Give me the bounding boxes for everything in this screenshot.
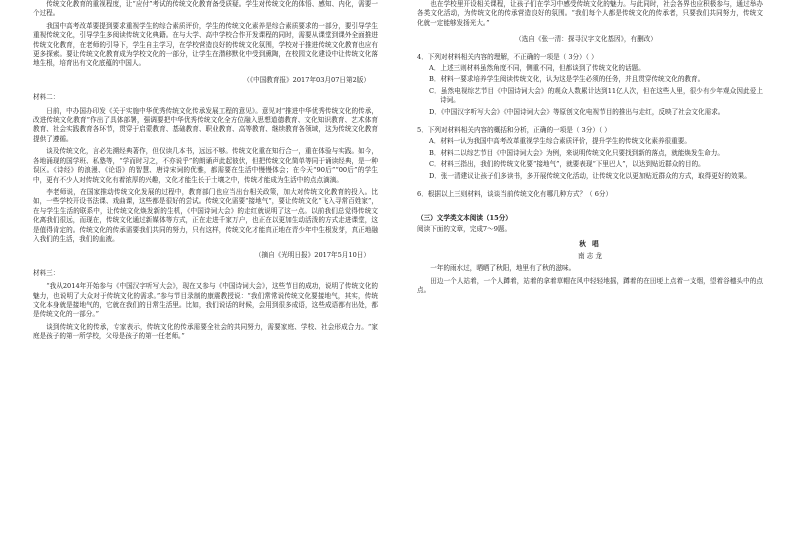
- option-4a: A．上述三则材料虽然角度不同，侧重不同，但都谈到了传统文化的话题。: [429, 64, 645, 73]
- section-heading: （三）文学类文本阅读（15分）: [417, 213, 512, 222]
- material-heading: 材料二：: [33, 93, 60, 102]
- option-5d: D．张一清建议让孩子们多读书，多开展传统文化活动，让传统文化以更加贴近群众的方式，取得更好的效果。: [429, 171, 751, 180]
- material-heading: 材料三：: [33, 268, 60, 277]
- question-5: 5．下列对材料相关内容的概括和分析，正确的一项是（ 3分）（ ）: [417, 126, 611, 135]
- option-4b: B．材料一要求培养学生阅读传统文化，认为这是学生必须的任务，并且贯穿传统文化的教育。: [429, 75, 705, 84]
- left-column: [33, 0, 378, 342]
- paragraph: “我从2014年开始参与《中国汉字听写大会》，现在又参与《中国诗词大会》，这些节目的成功，说明了传统文化的魅力，也说明了大众对于传统文化的需求。”参与节目录制的康震教授说：“我们常常说传统文化要接地气，其实，传统文化本身就是接地气的，它就在我们的日常生活里。比如，我们说话的时候，会用到很多成语，这些成语都有出处，都是传统文化的一部分。”: [33, 282, 378, 319]
- right-column: [417, 0, 763, 295]
- option-5c: C．材料三指出，我们的传统文化要“接地气”，就要表现“下里巴人”，以达到贴近群众的目的。: [429, 160, 705, 169]
- paragraph: 日前，中办国办印发《关于实施中华优秀传统文化传承发展工程的意见》。意见对“推进中华优秀传统文化的传承，改进传统文化教育”作出了具体部署，强调要把中华优秀传统文化全方位融入思想道德教育、文化知识教育、艺术体育教育、社会实践教育各环节，贯穿于启蒙教育、基础教育、职业教育、高等教育、继续教育各领域，这为传统文化教育提供了遵循。: [33, 106, 378, 143]
- source-citation: （选自《张一清：探寻汉字文化基因》，有删改）: [515, 35, 657, 44]
- paragraph: 谈到传统文化的传承，专家表示，传统文化的传承需要全社会的共同努力，需要家庭、学校、社会形成合力。“家庭是孩子的第一所学校，父母是孩子的第一任老师。”: [33, 322, 378, 341]
- source-citation: （《中国教育报》2017年03月07日第2版）: [243, 75, 370, 84]
- essay-title: 秋 唱: [579, 240, 601, 249]
- source-citation: （摘自《光明日报》2017年5月10日）: [254, 251, 370, 260]
- paragraph: 李老师说，在国家推动传统文化发展的过程中，教育部门也应当出台相关政策，加大对传统文化教育的投入。比如，一些学校开设书法课、戏曲课，这些都是很好的尝试。传统文化需要“接地气”，要让传统文化“飞入寻常百姓家”，在与学生生活的联系中，让传统文化焕发新的生机，《中国诗词大会》的走红就说明了这一点。以前我们总觉得传统文化离我们很远，而现在，传统文化通过新媒体等方式，正在走进千家万户，也正在以更加生动活泼的方式走进课堂，这是值得肯定的。传统文化的传承需要我们共同的努力，只有这样，传统文化才能真正地在青少年中生根发芽，真正地融入我们的生活，我们的血液。: [33, 187, 378, 243]
- question-6: 6．根据以上三则材料，谈谈当前传统文化有哪几种方式？（ 6分）: [417, 190, 613, 199]
- paragraph: 一年的雨水过，晒晒了秋阳，地里有了秋的滋味。: [430, 264, 576, 273]
- paragraph: 田边一个人站着，一个人蹲着，站着的拿着草帽在风中轻轻地摇，蹲着的在田埂上点着一支烟，望着谷穗头中的点点。: [417, 276, 763, 294]
- essay-author: 南 志 龙: [578, 251, 602, 260]
- question-4: 4．下列对材料相关内容的理解，不正确的一项是（ 3分）（ ）: [417, 52, 598, 61]
- option-5a: A．材料一认为我国中高考改革重视学生综合素质评价，提升学生的传统文化素养很重要。: [429, 137, 691, 146]
- option-4c: C．虽然电视综艺节目《中国诗词大会》的观众人数累计达到11亿人次，但在这些人里，很少有少年观众因此爱上诗词。: [429, 86, 763, 105]
- paragraph: 谈及传统文化，言必先溯经典著作，但仅读几本书，远远不够。传统文化重在知行合一，重在体验与实践。如今，各地涌现的国学班、私塾等，“学而时习之，不亦说乎”的朗诵声此起彼伏，但把传统文化简单等同于诵读经典，是一种误区。《诗经》的浪漫、《论语》的智慧、唐诗宋词的优雅，都需要在生活中慢慢体会；在今天“90后”“00后”的学生中，更有不少人对传统文化有着浓厚的兴趣，文化才能生长于土壤之中，传统才能成为生活中的点点滴滴。: [33, 147, 378, 184]
- option-5b: B．材料二以综艺节目《中国诗词大会》为例，来说明传统文化只要找到新的落点，就能焕发生命力。: [429, 148, 724, 157]
- paragraph: 也在学校里开设相关课程，让孩子们在学习中感受传统文化的魅力。与此同时，社会各界也应积极参与，通过举办各类文化活动，为传统文化的传承营造良好的氛围。“我们每个人都是传统文化的传承者，只要我们共同努力，传统文化就一定能够发扬光大。”: [417, 0, 763, 27]
- paragraph: 我国中高考改革要提到要求重视学生的综合素质评价，学生的传统文化素养是综合素质要求的一部分，要引导学生重视传统文化，引导学生多阅读传统文化典籍。在与大学、高中学校合作开发课程的同时，需要从课堂到课外全面推进传统文化教育，在老师的引导下，学生自主学习，在学校营造良好的传统文化氛围，学校对于推进传统文化教育也应有更多探索。要让传统文化教育成为学校文化的一部分，让学生在潜移默化中受到熏陶，在校园文化建设中让传统文化落地生根，培育出有文化底蕴的中国人。: [33, 21, 378, 68]
- paragraph: 传统文化教育的重视程度，让“应付”考试的传统文化教育备受质疑。学生对传统文化的体悟、感知、内化，需要一个过程。: [33, 0, 378, 18]
- option-4d: D．《中国汉字听写大会》《中国诗词大会》等原创文化电视节目的推出与走红，反映了社会文化需求。: [429, 107, 725, 116]
- instructions: 阅读下面的文章，完成7～9题。: [417, 224, 512, 233]
